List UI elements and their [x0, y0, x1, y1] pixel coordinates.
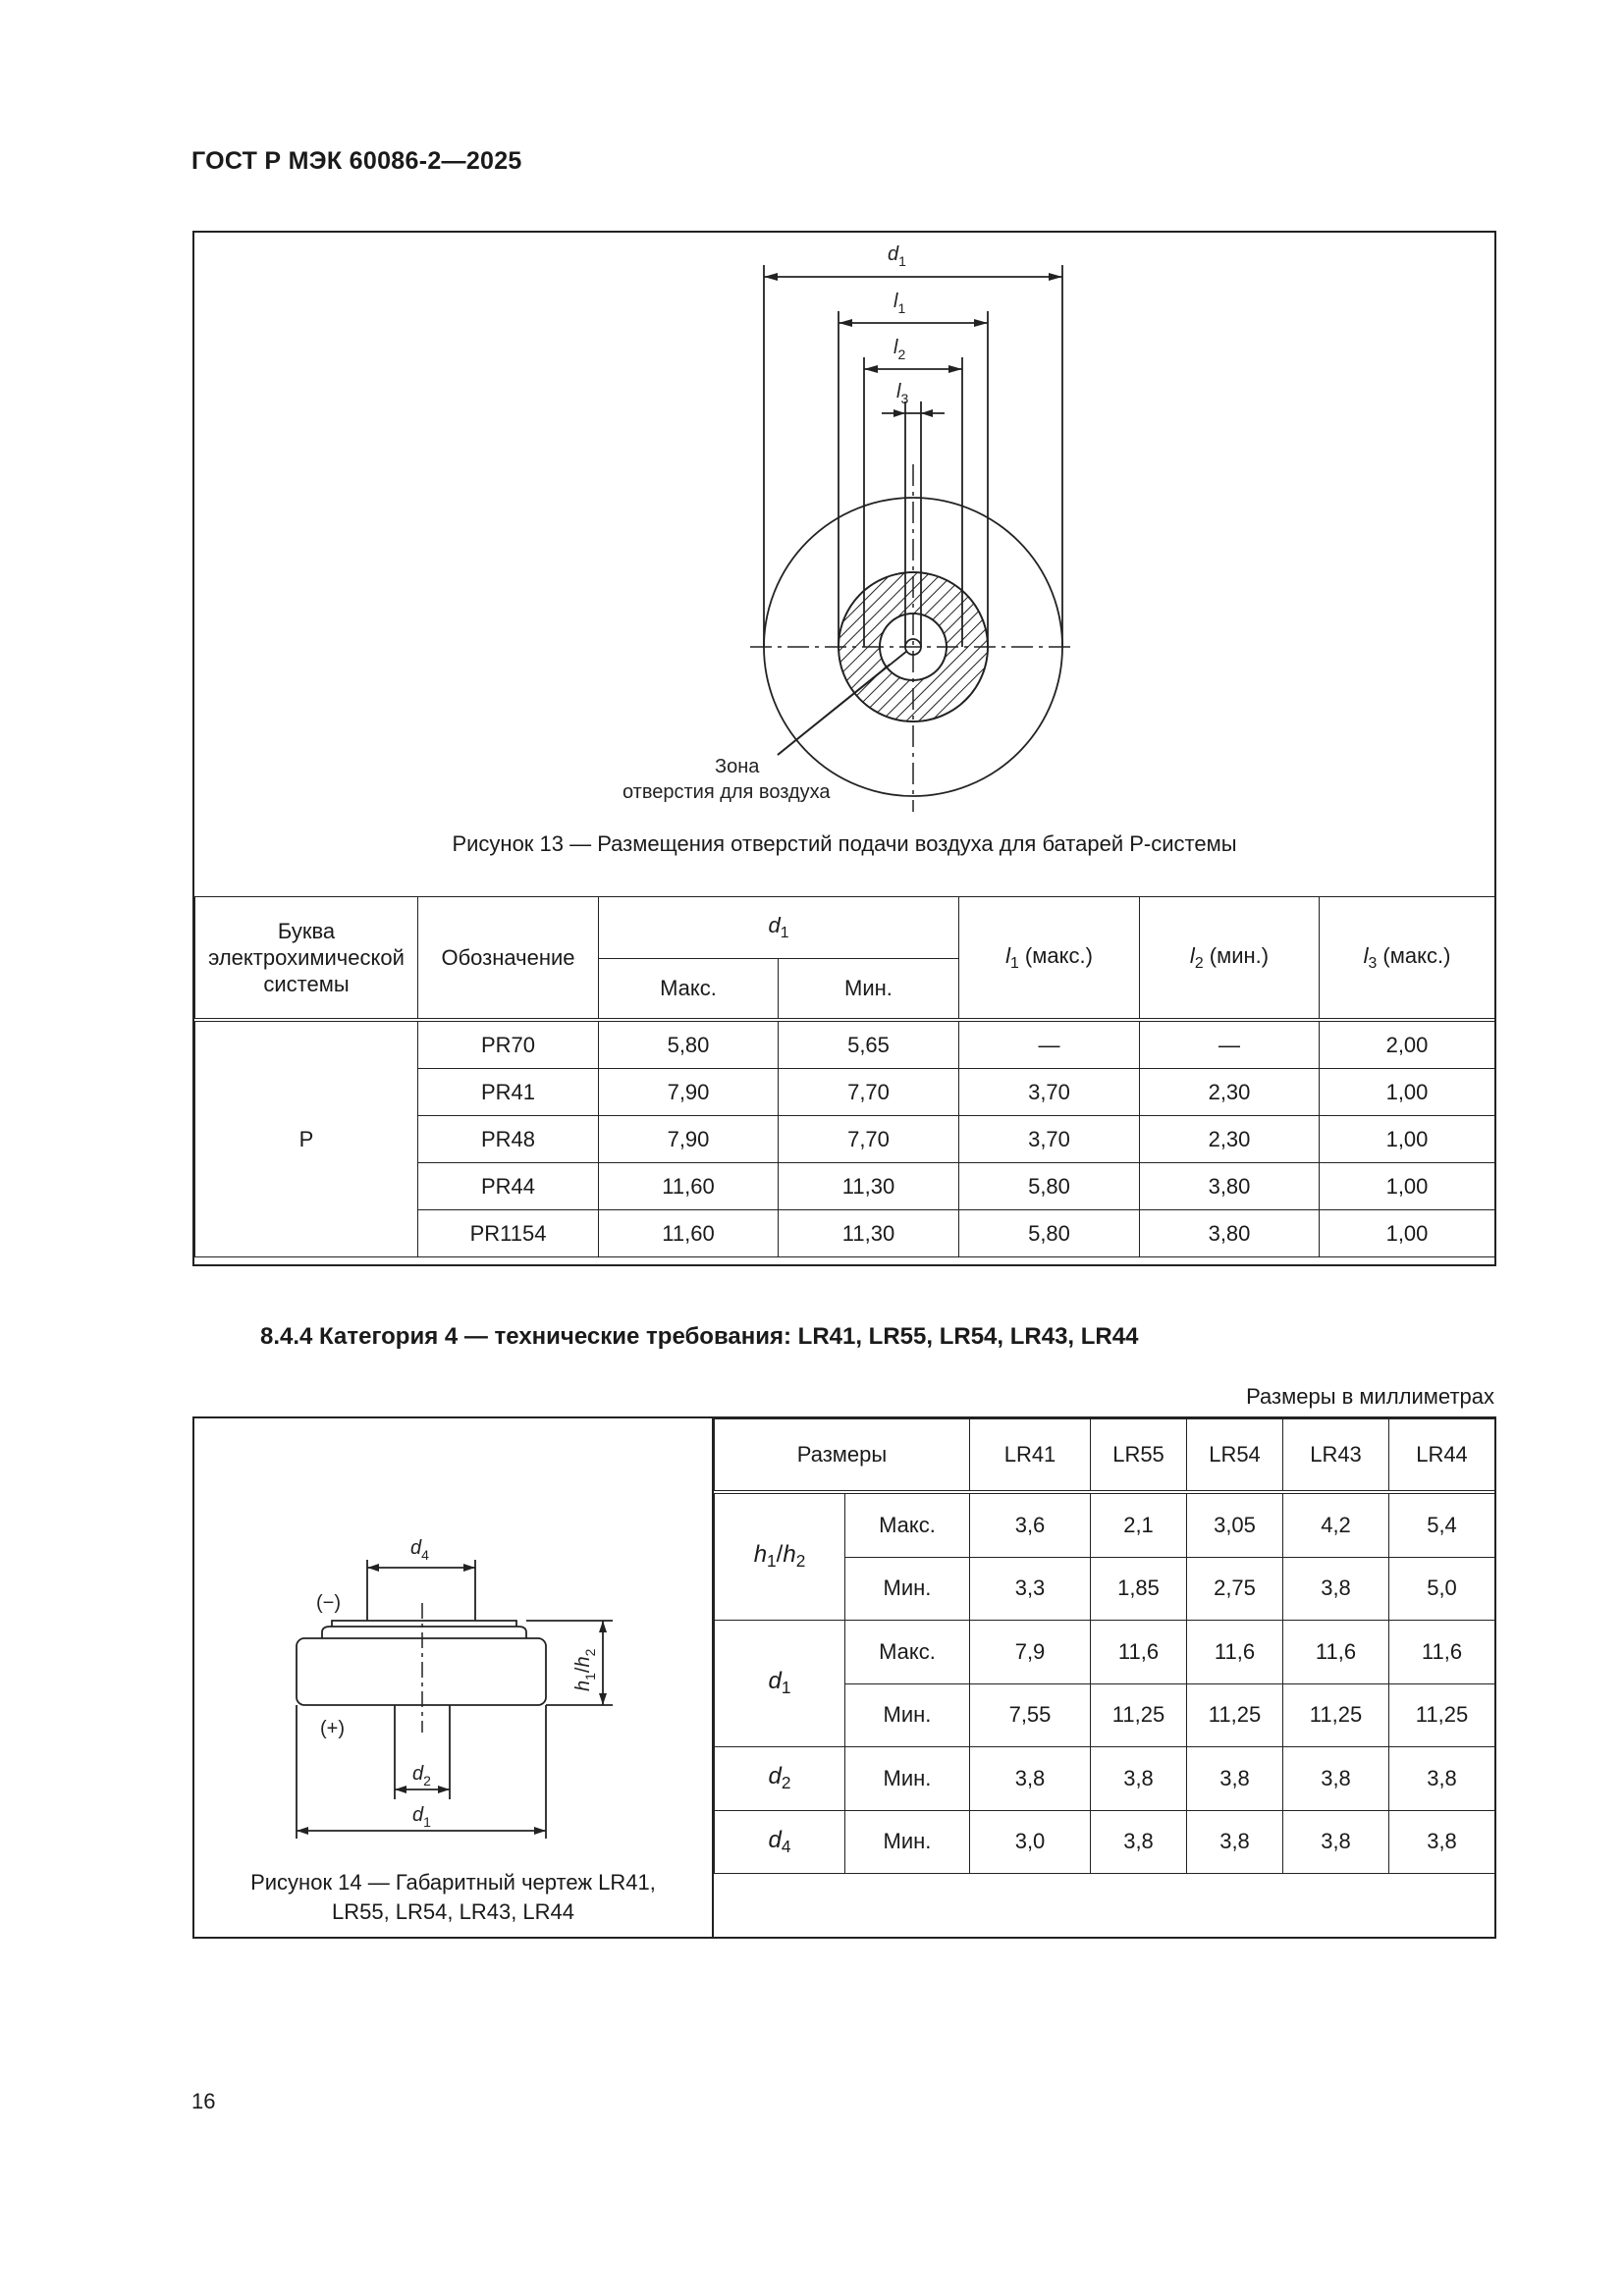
units-note: Размеры в миллиметрах [1246, 1384, 1494, 1409]
value-cell: 7,9 [970, 1621, 1091, 1684]
figure-13-panel [192, 231, 1496, 1266]
l1-cell: 5,80 [959, 1210, 1140, 1257]
d1-label: $d_1$ [412, 1804, 431, 1830]
l3-cell: 1,00 [1320, 1210, 1495, 1257]
l2-cell: 3,80 [1140, 1210, 1320, 1257]
value-cell: 3,8 [1091, 1810, 1187, 1874]
header-col-lr55: LR55 [1091, 1419, 1187, 1493]
l2-cell: 2,30 [1140, 1116, 1320, 1163]
battery-cap [322, 1627, 526, 1638]
table-air-holes [194, 896, 1495, 1257]
value-cell: 3,8 [1187, 1810, 1283, 1874]
value-cell: 11,6 [1283, 1621, 1389, 1684]
section-heading: 8.4.4 Категория 4 — технические требования: LR41, LR55, LR54, LR43, LR44 [260, 1323, 1139, 1350]
header-d1-min: Мин. [779, 959, 959, 1021]
l3-cell: 1,00 [1320, 1163, 1495, 1210]
value-cell: 3,8 [970, 1747, 1091, 1811]
d2-label: $d_2$ [412, 1763, 431, 1789]
value-cell: 11,25 [1091, 1683, 1187, 1747]
figure-13-drawing [194, 233, 1494, 896]
designation-cell: PR70 [418, 1020, 599, 1069]
document-title: ГОСТ Р МЭК 60086-2—2025 [191, 147, 522, 175]
table-row [715, 1810, 1495, 1874]
value-cell: 2,1 [1091, 1492, 1187, 1557]
d1-min-cell: 7,70 [779, 1116, 959, 1163]
header-l3: $l_3$ (макс.) [1320, 897, 1495, 1021]
d1-max-cell: 11,60 [599, 1163, 779, 1210]
value-cell: 3,8 [1283, 1557, 1389, 1621]
limit-cell: Мин. [845, 1810, 970, 1874]
value-cell: 3,8 [1389, 1810, 1495, 1874]
page-number: 16 [191, 2089, 216, 2113]
value-cell: 7,55 [970, 1683, 1091, 1747]
limit-cell: Макс. [845, 1621, 970, 1684]
value-cell: 2,75 [1187, 1557, 1283, 1621]
value-cell: 3,0 [970, 1810, 1091, 1874]
figure-14-drawing [194, 1418, 712, 1870]
table-row [195, 1020, 1495, 1069]
header-d1: $d_1$ [599, 897, 959, 959]
value-cell: 3,05 [1187, 1492, 1283, 1557]
figure-14-caption [194, 1868, 712, 1927]
d1-label: $d_1$ [888, 243, 906, 269]
limit-cell: Мин. [845, 1747, 970, 1811]
designation-cell: PR48 [418, 1116, 599, 1163]
value-cell: 4,2 [1283, 1492, 1389, 1557]
header-col-lr44: LR44 [1389, 1419, 1495, 1493]
d1-max-cell: 11,60 [599, 1210, 779, 1257]
value-cell: 11,25 [1389, 1683, 1495, 1747]
value-cell: 11,25 [1187, 1683, 1283, 1747]
l2-cell: — [1140, 1020, 1320, 1069]
header-col-lr41: LR41 [970, 1419, 1091, 1493]
designation-cell: PR44 [418, 1163, 599, 1210]
header-system-letter: Буква электрохимической системы [195, 897, 418, 1021]
header-l2: $l_2$ (мин.) [1140, 897, 1320, 1021]
value-cell: 3,3 [970, 1557, 1091, 1621]
d4-label: $d_4$ [410, 1537, 429, 1563]
l1-cell: 3,70 [959, 1116, 1140, 1163]
value-cell: 3,8 [1283, 1810, 1389, 1874]
l2-label: $l_2$ [893, 337, 906, 362]
system-letter-cell: P [195, 1020, 418, 1257]
value-cell: 1,85 [1091, 1557, 1187, 1621]
figure-14-caption-line2: LR55, LR54, LR43, LR44 [331, 1899, 575, 1924]
table-row [715, 1747, 1495, 1811]
figure-14-panel [192, 1416, 1496, 1939]
param-d1: $d_1$ [715, 1621, 845, 1747]
l1-cell: 3,70 [959, 1069, 1140, 1116]
value-cell: 11,6 [1187, 1621, 1283, 1684]
d1-max-cell: 7,90 [599, 1116, 779, 1163]
value-cell: 3,8 [1187, 1747, 1283, 1811]
l1-cell: — [959, 1020, 1140, 1069]
l1-cell: 5,80 [959, 1163, 1140, 1210]
table-row [715, 1621, 1495, 1684]
value-cell: 3,6 [970, 1492, 1091, 1557]
limit-cell: Макс. [845, 1492, 970, 1557]
limit-cell: Мин. [845, 1557, 970, 1621]
d1-min-cell: 11,30 [779, 1210, 959, 1257]
header-designation: Обозначение [418, 897, 599, 1021]
value-cell: 3,8 [1091, 1747, 1187, 1811]
header-col-lr54: LR54 [1187, 1419, 1283, 1493]
limit-cell: Мин. [845, 1683, 970, 1747]
l2-cell: 2,30 [1140, 1069, 1320, 1116]
value-cell: 5,0 [1389, 1557, 1495, 1621]
value-cell: 3,8 [1389, 1747, 1495, 1811]
header-d1-max: Макс. [599, 959, 779, 1021]
l3-label: $l_3$ [896, 381, 909, 406]
figure-14-drawing-area [194, 1418, 714, 1937]
table-row [715, 1492, 1495, 1557]
designation-cell: PR41 [418, 1069, 599, 1116]
header-l1: $l_1$ (макс.) [959, 897, 1140, 1021]
value-cell: 3,8 [1283, 1747, 1389, 1811]
l1-label: $l_1$ [893, 291, 906, 316]
d1-max-cell: 5,80 [599, 1020, 779, 1069]
l3-cell: 2,00 [1320, 1020, 1495, 1069]
d1-min-cell: 11,30 [779, 1163, 959, 1210]
param-d4: $d_4$ [715, 1810, 845, 1874]
value-cell: 11,6 [1389, 1621, 1495, 1684]
callout-text-line2: отверстия для воздуха [623, 781, 831, 803]
table-dimensions [714, 1418, 1495, 1874]
l3-cell: 1,00 [1320, 1069, 1495, 1116]
minus-terminal-label: (−) [316, 1592, 341, 1614]
figure-14-caption-line1: Рисунок 14 — Габаритный чертеж LR41, [250, 1870, 656, 1895]
value-cell: 5,4 [1389, 1492, 1495, 1557]
l2-cell: 3,80 [1140, 1163, 1320, 1210]
battery-body [297, 1638, 546, 1705]
param-d2: $d_2$ [715, 1747, 845, 1811]
value-cell: 11,25 [1283, 1683, 1389, 1747]
l3-cell: 1,00 [1320, 1116, 1495, 1163]
value-cell: 11,6 [1091, 1621, 1187, 1684]
param-h1-h2: $h_1/h_2$ [715, 1492, 845, 1621]
plus-terminal-label: (+) [320, 1718, 345, 1739]
figure-13-caption: Рисунок 13 — Размещения отверстий подачи воздуха для батарей P-системы [452, 831, 1237, 856]
d1-min-cell: 5,65 [779, 1020, 959, 1069]
designation-cell: PR1154 [418, 1210, 599, 1257]
d1-min-cell: 7,70 [779, 1069, 959, 1116]
header-dimensions: Размеры [715, 1419, 970, 1493]
h1-h2-label: $h_1/h_2$ [572, 1648, 598, 1691]
header-col-lr43: LR43 [1283, 1419, 1389, 1493]
d1-max-cell: 7,90 [599, 1069, 779, 1116]
callout-text-line1: Зона [715, 756, 760, 777]
